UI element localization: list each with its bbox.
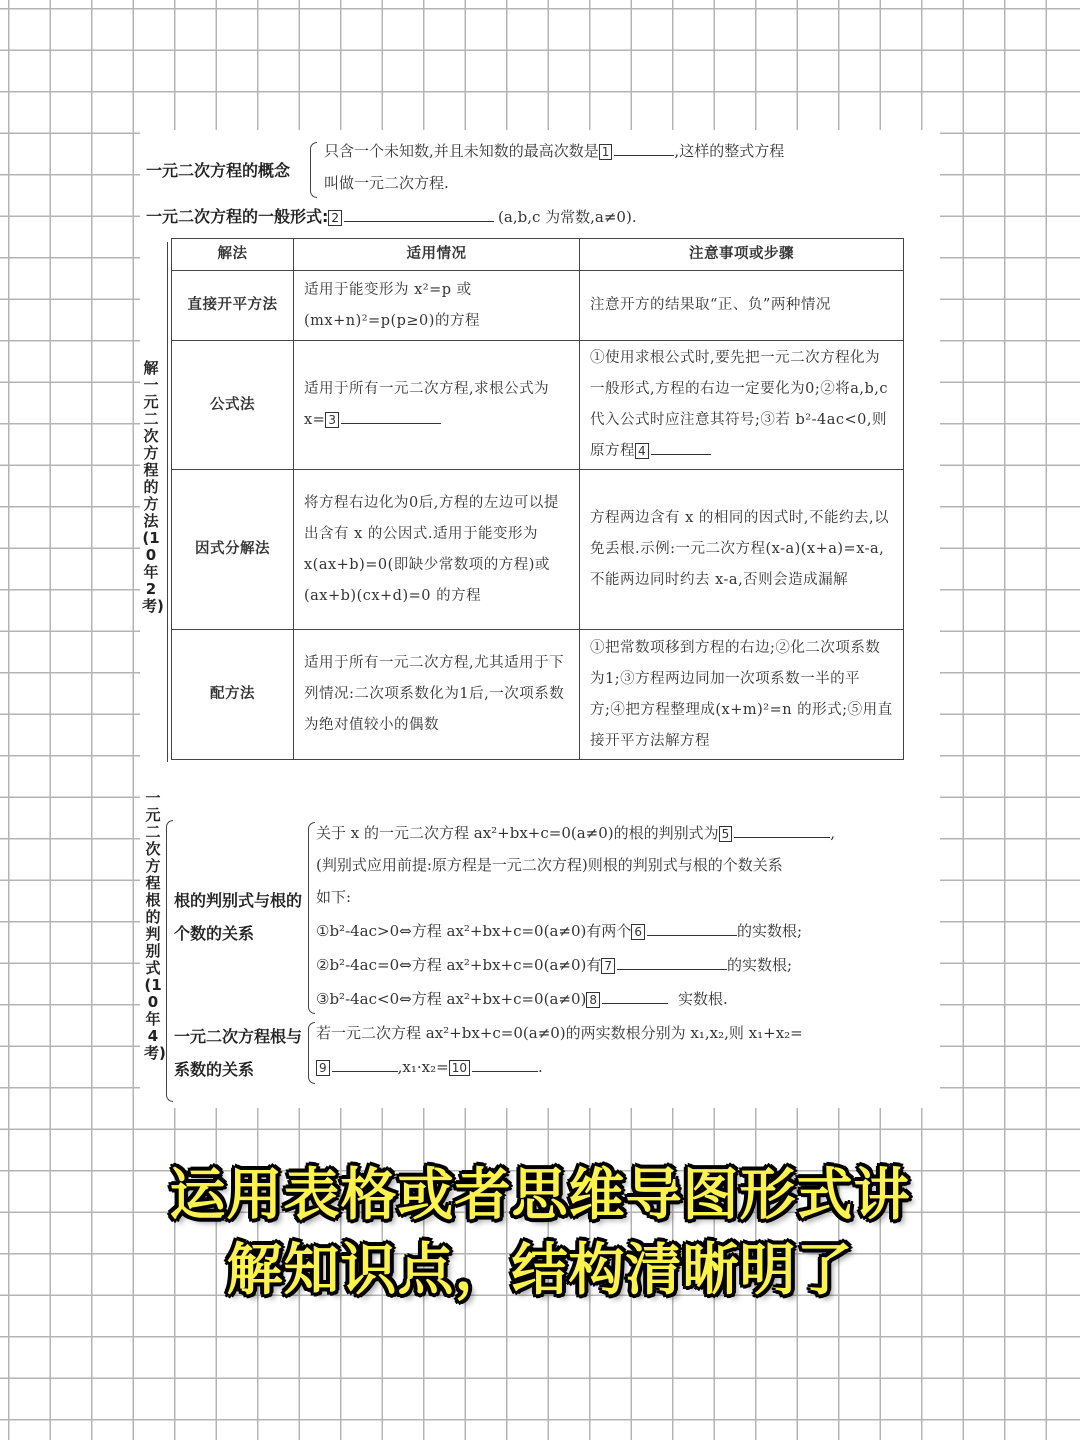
vieta-line2	[316, 1052, 543, 1083]
relation1-brace	[308, 822, 315, 1014]
case-2-post: 的实数根;	[727, 956, 793, 974]
answer-blank-8[interactable]	[602, 989, 668, 1004]
method-applicable: 适用于能变形为 x²=p 或(mx+n)²=p(p≥0)的方程	[294, 271, 580, 341]
case-2	[316, 950, 792, 981]
method-notes: 方程两边含有 x 的相同的因式时,不能约去,以免丢根.示例:一元二次方程(x-a)(x+a)=x-a,不能两边同时约去 x-a,否则会造成漏解	[580, 470, 904, 630]
case-3	[316, 984, 728, 1015]
concept-line1	[324, 136, 784, 167]
blank-box-6: 6	[631, 924, 645, 940]
methods-table	[171, 238, 904, 760]
vieta-post: .	[537, 1058, 543, 1076]
general-form-line	[146, 202, 637, 233]
worksheet-page	[140, 130, 940, 1108]
blank-box-10: 10	[449, 1060, 470, 1076]
caption-line-1: 运用表格或者思维导图形式讲	[169, 1163, 911, 1228]
table-row	[172, 630, 904, 760]
method-applicable: 适用于所有一元二次方程,尤其适用于下列情况:二次项系数化为1后,一次项系数为绝对值较小的偶数	[294, 630, 580, 760]
blank-box-7: 7	[601, 958, 615, 974]
case-1-post: 的实数根;	[737, 922, 803, 940]
case-1	[316, 916, 802, 947]
general-form-heading: 一元二次方程的一般形式:	[146, 207, 329, 226]
column-header-applicable: 适用情况	[294, 239, 580, 271]
blank-box-8: 8	[586, 992, 600, 1008]
method-applicable-cell	[294, 341, 580, 470]
answer-blank-10[interactable]	[472, 1057, 538, 1072]
table-row	[172, 271, 904, 341]
blank-box-2: 2	[328, 210, 342, 226]
discriminant-intro-line2: (判别式应用前提:原方程是一元二次方程)则根的判别式与根的个数关系	[316, 856, 783, 874]
method-notes: ①把常数项移到方程的右边;②化二次项系数为1;③方程两边同加一次项系数一半的平方;④把方程整理成(x+m)²=n 的形式;⑤用直接开平方法解方程	[580, 630, 904, 760]
answer-blank-4[interactable]	[651, 440, 711, 455]
column-header-notes: 注意事项或步骤	[580, 239, 904, 271]
method-applicable: 将方程右边化为0后,方程的左边可以提出含有 x 的公因式.适用于能变形为 x(ax+b)=0(即缺少常数项的方程)或(ax+b)(cx+d)=0 的方程	[294, 470, 580, 630]
concept-heading: 一元二次方程的概念	[146, 161, 291, 180]
blank-box-1: 1	[599, 144, 613, 160]
case-2-text: ②b²-4ac=0⇔方程 ax²+bx+c=0(a≠0)有	[316, 956, 602, 974]
method-notes-cell	[580, 341, 904, 470]
method-notes: ①使用求根公式时,要先把一元二次方程化为一般形式,方程的右边一定要化为0;②将a,b,c代入公式时应注意其符号;③若 b²-4ac<0,则原方程	[590, 350, 888, 459]
blank-box-4: 4	[635, 443, 649, 459]
method-name: 配方法	[172, 630, 294, 760]
answer-blank-6[interactable]	[647, 921, 737, 936]
concept-brace	[310, 142, 317, 198]
general-form-note: (a,b,c 为常数,a≠0).	[498, 208, 637, 226]
case-3-post: 实数根.	[678, 990, 728, 1008]
method-name: 因式分解法	[172, 470, 294, 630]
blank-box-3: 3	[325, 412, 339, 428]
method-notes: 注意开方的结果取“正、负”两种情况	[580, 271, 904, 341]
answer-blank-3[interactable]	[341, 409, 441, 424]
answer-blank-5[interactable]	[734, 823, 830, 838]
case-1-text: ①b²-4ac>0⇔方程 ax²+bx+c=0(a≠0)有两个	[316, 922, 632, 940]
relation1-label: 根的判别式与根的个数的关系	[174, 891, 303, 943]
relation2-brace	[308, 1022, 315, 1084]
case-3-text: ③b²-4ac<0⇔方程 ax²+bx+c=0(a≠0)	[316, 990, 587, 1008]
methods-side-title: 解一元二次方程的方法(10年2考)	[142, 359, 164, 615]
table-row	[172, 470, 904, 630]
column-header-method: 解法	[172, 239, 294, 271]
discriminant-side-title: 一元二次方程根的判别式(10年4考)	[144, 789, 166, 1062]
discriminant-brace	[166, 820, 173, 1102]
intro-text: 关于 x 的一元二次方程 ax²+bx+c=0(a≠0)的根的判别式为	[316, 824, 719, 842]
table-row	[172, 341, 904, 470]
answer-blank-9[interactable]	[332, 1057, 398, 1072]
answer-blank-7[interactable]	[617, 955, 727, 970]
concept-line1-text: 只含一个未知数,并且未知数的最高次数是	[324, 142, 599, 160]
discriminant-intro-line1: 关于 x 的一元二次方程 ax²+bx+c=0(a≠0)的根的判别式为 5 ,	[316, 824, 836, 842]
vieta-mid: ,x₁·x₂=	[397, 1058, 449, 1076]
vieta-line1: 若一元二次方程 ax²+bx+c=0(a≠0)的两实数根分别为 x₁,x₂,则 x₁+x₂=	[316, 1024, 803, 1042]
concept-line1-post: ,这样的整式方程	[674, 142, 785, 160]
discriminant-intro-line3: 如下:	[316, 888, 352, 906]
method-name: 直接开平方法	[172, 271, 294, 341]
relation2-label: 一元二次方程根与系数的关系	[174, 1027, 303, 1079]
answer-blank-2[interactable]	[344, 207, 494, 222]
blank-box-9: 9	[316, 1060, 330, 1076]
answer-blank-1[interactable]	[614, 141, 674, 156]
method-name: 公式法	[172, 341, 294, 470]
caption-line-2: 解知识点，结构清晰明了	[226, 1238, 854, 1303]
table-header-row	[172, 239, 904, 271]
method-applicable: 适用于所有一元二次方程,求根公式为 x=	[304, 381, 550, 428]
blank-box-5: 5	[719, 826, 733, 842]
concept-line2: 叫做一元二次方程.	[324, 174, 449, 192]
methods-bracket-line	[167, 242, 168, 762]
